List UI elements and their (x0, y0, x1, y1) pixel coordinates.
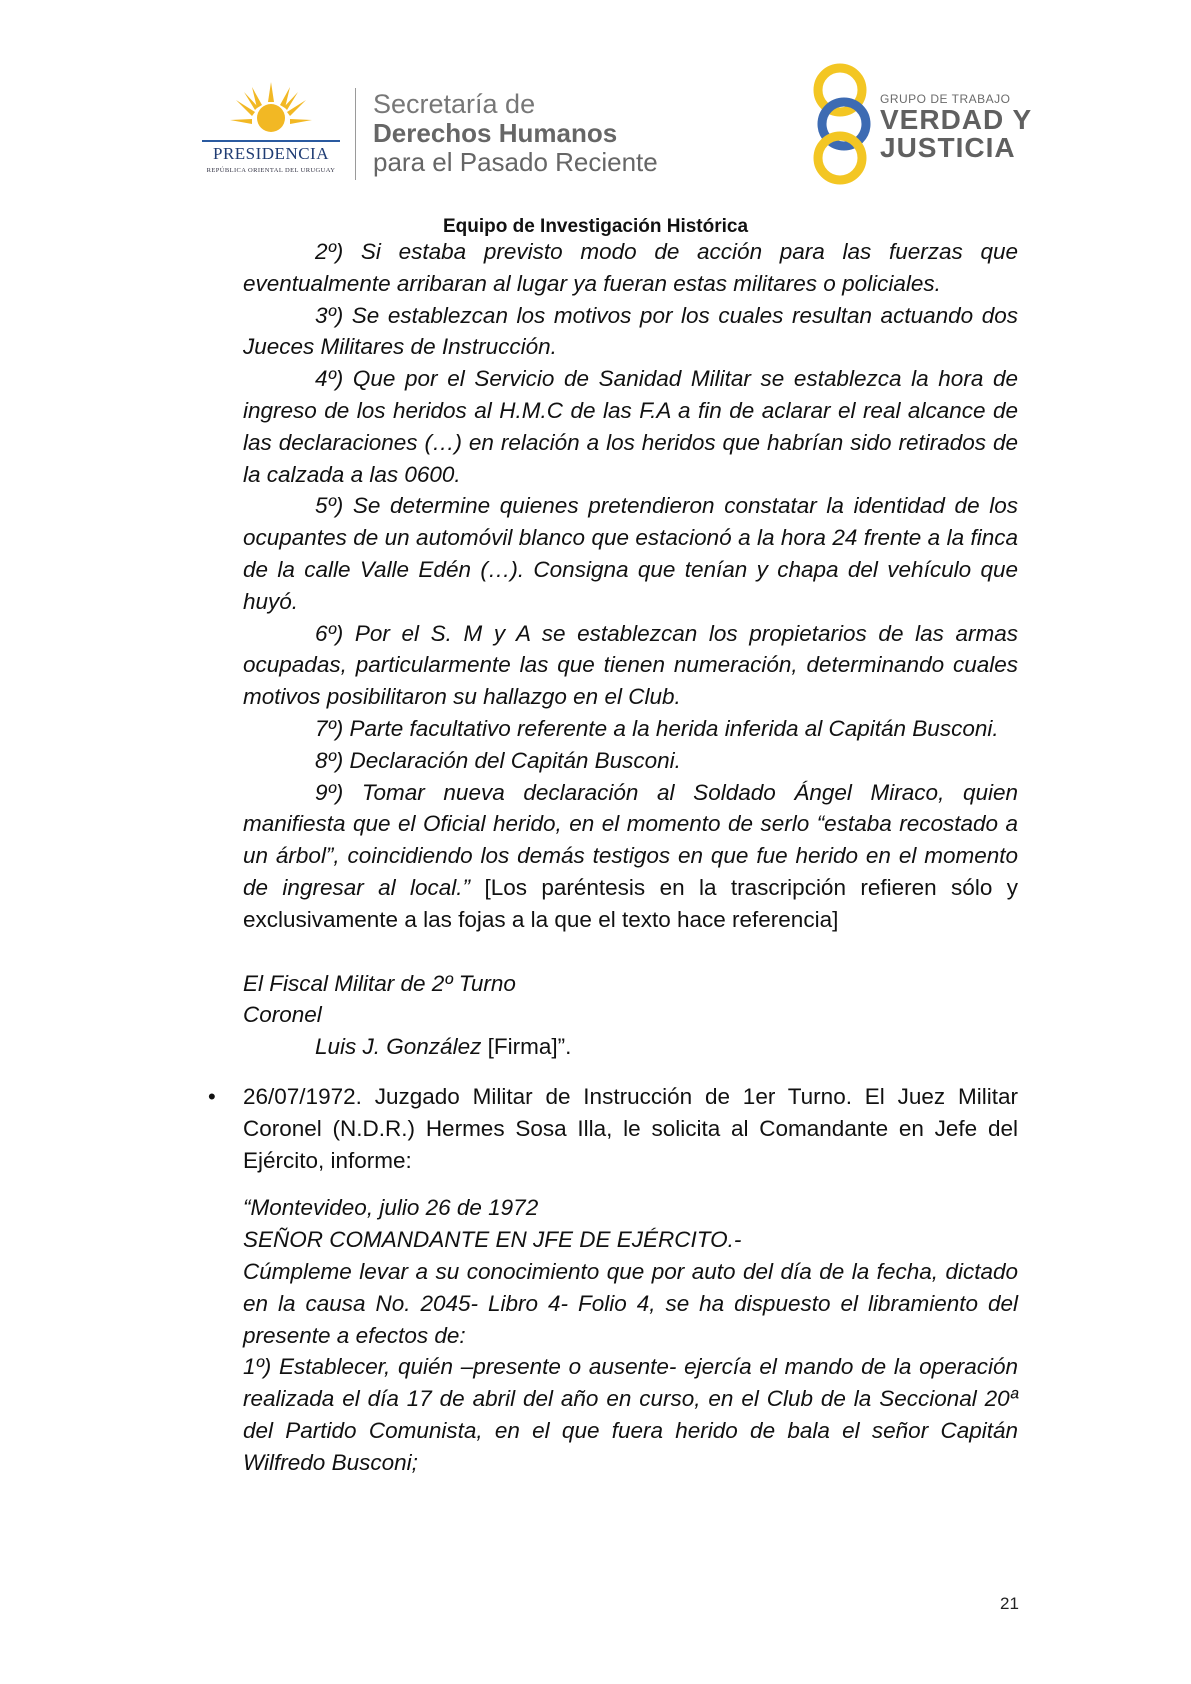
secretaria-line-2: Derechos Humanos (373, 118, 618, 148)
paragraph-5: 5º) Se determine quienes pretendieron constatar la identidad de los ocupantes de un automóvil blanco que estacionó a la hora 24 frente a la finca de la calle Valle Edén (…). Consigna que tenían y chapa del vehículo que huyó. (243, 493, 1018, 614)
paragraph-4: 4º) Que por el Servicio de Sanidad Militar se establezca la hora de ingreso de los heridos al H.M.C de las F.A a fin de aclarar el real alcance de las declaraciones (…) en relación a los heridos que habrían sido retirados de la calzada a las 0600. (243, 366, 1018, 487)
page-number: 21 (1000, 1594, 1019, 1613)
team-heading: Equipo de Investigación Histórica (442, 216, 749, 237)
bullet-text: 26/07/1972. Juzgado Militar de Instrucción de 1er Turno. El Juez Militar Coronel (N.D.R.) Hermes Sosa Illa, le solicita al Comandante en Jefe del Ejército, informe: (243, 1083, 1018, 1173)
gtvj-line-2: JUSTICIA (880, 132, 1016, 163)
rings-icon (808, 62, 878, 190)
verdad-justicia-text (880, 92, 1032, 162)
quote-line-2: SEÑOR COMANDANTE EN JFE DE EJÉRCITO.- (243, 1227, 742, 1253)
paragraph-7: 7º) Parte facultativo referente a la herida inferida al Capitán Busconi. (315, 715, 999, 741)
header-divider (355, 88, 356, 180)
gtvj-small-label: GRUPO DE TRABAJO (880, 92, 1011, 106)
signature-name: Luis J. González (315, 1034, 482, 1060)
paragraph-9 (243, 777, 1018, 936)
paragraph-3: 3º) Se establezcan los motivos por los cuales resultan actuando dos Jueces Militares de Instrucción. (243, 302, 1018, 360)
paragraph-2: 2º) Si estaba previsto modo de acción para las fuerzas que eventualmente arribaran al lugar ya fueran estas militares o policiales. (243, 239, 1018, 296)
document-body (208, 236, 1018, 1478)
presidencia-logo (196, 82, 346, 182)
signature-line-2: Coronel (243, 1002, 322, 1028)
secretaria-title (373, 90, 658, 177)
bullet-item (208, 1081, 1018, 1176)
paragraph-6: 6º) Por el S. M y A se establezcan los propietarios de las armas ocupadas, particularmente las que tienen numeración, determinando cuales motivos posibilitaron su hallazgo en el Club. (243, 620, 1018, 710)
quote-paragraph-1: Cúmpleme levar a su conocimiento que por auto del día de la fecha, dictado en la causa No. 2045- Libro 4- Folio 4, se ha dispuesto el libramiento del presente a efectos de: (243, 1258, 1018, 1348)
secretaria-line-3: para el Pasado Reciente (373, 147, 658, 177)
quote-paragraph-2: 1º) Establecer, quién –presente o ausente- ejercía el mando de la operación realizada el día 17 de abril del año en curso, en el Club de la Seccional 20ª del Partido Comunista, en el que fuera herido de bala el señor Capitán Wilfredo Busconi; (243, 1354, 1018, 1475)
paragraph-8: 8º) Declaración del Capitán Busconi. (315, 747, 681, 773)
gtvj-line-1: VERDAD Y (880, 104, 1033, 135)
signature-mark: [Firma]”. (481, 1034, 572, 1060)
presidencia-subtitle: REPÚBLICA ORIENTAL DEL URUGUAY (206, 167, 336, 174)
presidencia-rule (202, 140, 340, 142)
secretaria-line-1: Secretaría de (373, 89, 536, 119)
bullet-icon: • (208, 1083, 216, 1109)
paragraph-9-note: [Los paréntesis en la trascripción refieren sólo y exclusivamente a las fojas a la que el texto hace referencia] (243, 874, 1018, 932)
presidencia-name: PRESIDENCIA (212, 144, 329, 163)
paragraph-9-quote: 9º) Tomar nueva declaración al Soldado Ángel Miraco, quien manifiesta que el Oficial herido, en el momento de serlo “estaba recostado a un árbol”, coincidiendo los demás testigos en que fue herido en el momento de ingresar al local.” (243, 779, 1018, 900)
signature-line-1: El Fiscal Militar de 2º Turno (243, 970, 516, 996)
signature-line-3 (243, 1031, 1018, 1063)
sun-icon (230, 82, 312, 142)
quote-line-1: “Montevideo, julio 26 de 1972 (243, 1195, 539, 1221)
